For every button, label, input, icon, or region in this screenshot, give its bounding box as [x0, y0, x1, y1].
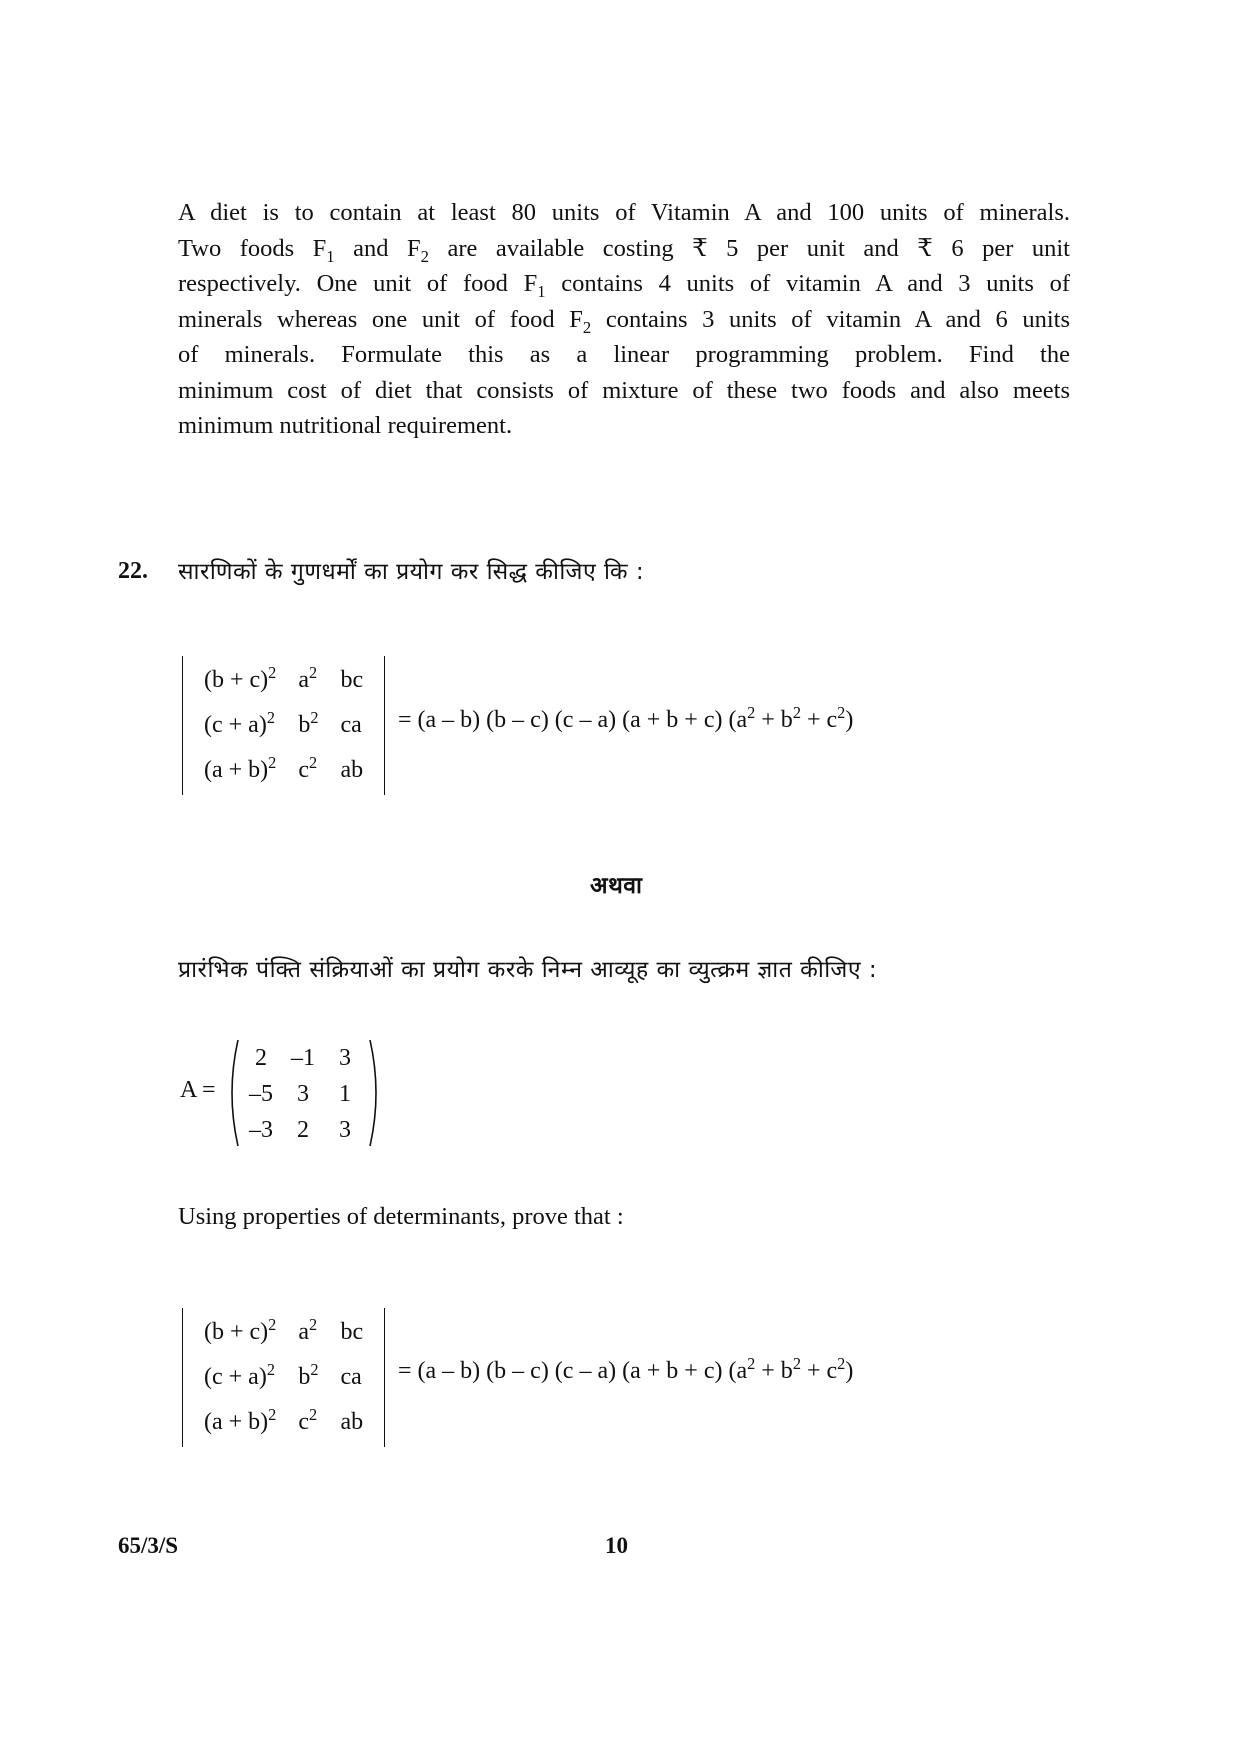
matrix-a [226, 1038, 382, 1148]
matrix-cell: 2 [255, 1044, 267, 1071]
det-cell: $(a + b)^2$ [204, 753, 277, 783]
det-cell: $(b + c)^2$ [204, 663, 277, 693]
english-determinant-prompt: Using properties of determinants, prove that : [178, 1203, 624, 1230]
matrix-cell: 3 [339, 1044, 351, 1071]
matrix-cell: 2 [297, 1116, 309, 1143]
det-cell: ca [340, 1364, 362, 1390]
determinant-english-version [182, 1308, 385, 1447]
det-cell: $(c + a)^2$ [204, 708, 275, 738]
problem-line [178, 266, 1070, 302]
det-cell: $(c + a)^2$ [204, 1360, 275, 1390]
det-cell: $c^2$ [298, 753, 318, 783]
diet-problem-paragraph [178, 195, 1070, 444]
determinant-rhs: = (a – b) (b – c) (c – a) (a + b + c) $(a^2 + b^2 + c^2)$ [398, 703, 854, 733]
det-cell: $a^2$ [298, 663, 318, 693]
matrix-cell: 3 [339, 1116, 351, 1143]
page-number: 10 [605, 1533, 628, 1558]
problem-line [178, 302, 1070, 338]
det-cell: $a^2$ [298, 1315, 318, 1345]
problem-line: minimum nutritional requirement. [178, 412, 513, 439]
det-cell: $b^2$ [298, 708, 319, 738]
det-cell: ab [340, 1409, 364, 1435]
determinant-rhs: = (a – b) (b – c) (c – a) (a + b + c) $(a^2 + b^2 + c^2)$ [398, 1354, 854, 1384]
hindi-determinant-prompt: सारणिकों के गुणधर्मों का प्रयोग कर सिद्ध कीजिए कि : [178, 559, 645, 585]
det-cell: $b^2$ [298, 1360, 319, 1390]
hindi-inverse-prompt: प्रारंभिक पंक्ति संक्रियाओं का प्रयोग करके निम्न आव्यूह का व्युत्क्रम ज्ञात कीजिए : [178, 957, 878, 983]
text-fragment: and F [334, 234, 421, 262]
text-fragment: are available costing ₹ 5 per unit and ₹ 6 per unit [428, 234, 1070, 262]
matrix-cell: –5 [249, 1080, 273, 1107]
or-separator: अथवा [590, 873, 643, 899]
problem-line [178, 231, 1070, 267]
matrix-cell: –1 [291, 1044, 315, 1071]
text-fragment: minerals whereas one unit of food F [178, 305, 583, 333]
det-cell: ab [340, 757, 364, 783]
paper-code: 65/3/S [118, 1533, 179, 1558]
det-cell: $c^2$ [298, 1405, 318, 1435]
det-cell: bc [340, 667, 364, 693]
det-cell: ca [340, 712, 362, 738]
matrix-cell: –3 [249, 1116, 273, 1143]
text-fragment: contains 3 units of vitamin A and 6 units [591, 305, 1070, 333]
text-fragment: respectively. One unit of food F [178, 270, 538, 297]
determinant-hindi-version [182, 656, 385, 795]
problem-line: A diet is to contain at least 80 units of Vitamin A and 100 units of minerals. [178, 199, 1070, 226]
matrix-cell: 3 [297, 1080, 309, 1107]
matrix-label: A = [180, 1077, 216, 1103]
subscript: 1 [326, 246, 335, 266]
subscript: 1 [537, 281, 546, 301]
question-number: 22. [118, 558, 148, 584]
det-cell: bc [340, 1319, 364, 1345]
det-cell: $(b + c)^2$ [204, 1315, 277, 1345]
problem-line: minimum cost of diet that consists of mixture of these two foods and also meets [178, 376, 1070, 404]
problem-line: of minerals. Formulate this as a linear programming problem. Find the [178, 341, 1070, 368]
text-fragment: contains 4 units of vitamin A and 3 units of [545, 270, 1070, 297]
det-cell: $(a + b)^2$ [204, 1405, 277, 1435]
subscript: 2 [420, 246, 429, 266]
subscript: 2 [582, 317, 592, 337]
text-fragment: Two foods F [178, 234, 327, 262]
matrix-cell: 1 [339, 1080, 351, 1107]
